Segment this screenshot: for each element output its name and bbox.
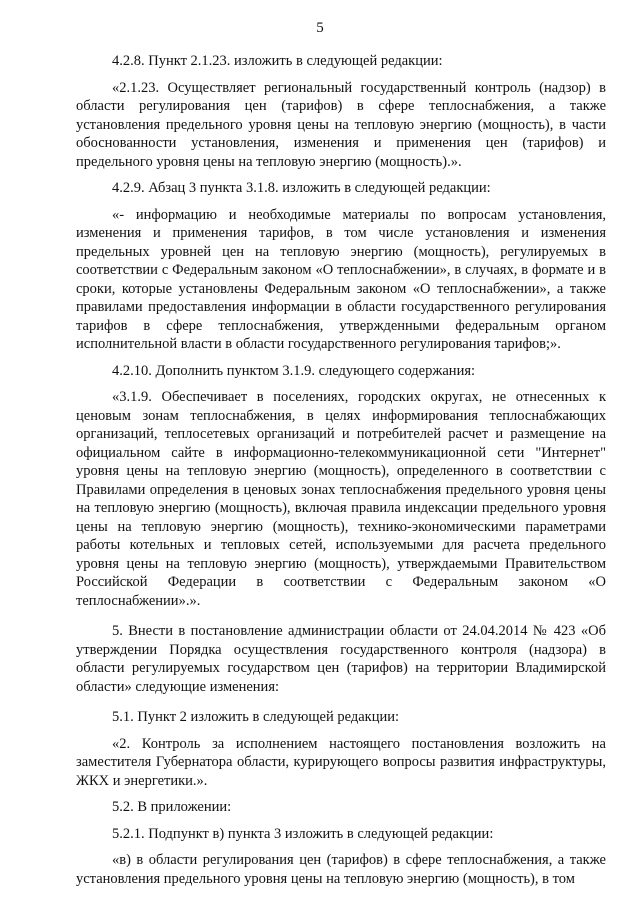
paragraph-4-2-9-heading: 4.2.9. Абзац 3 пункта 3.1.8. изложить в следующей редакции: (112, 180, 491, 196)
paragraph-3-1-8-text: «- информацию и необходимые материалы по вопросам установления, изменения и применения тарифов, в том числе установления и изменения предельных уровней цен на тепловую энергию (мощность), регулируемых в соответствии с Федеральным законом «О теплоснабжении», в случаях, в формате и в сроки, которые установлены Федеральным законом «О теплоснабжении», а также правилами предоставления информации в области государственного регулирования тарифов в сфере теплоснабжения, утвержденными федеральным органом исполнительной власти в области государственного регулирования тарифов;». (76, 206, 606, 352)
paragraph-4-2-10-heading: 4.2.10. Дополнить пунктом 3.1.9. следующего содержания: (112, 362, 476, 379)
paragraph-5-text: 5. Внести в постановление администрации области от 24.04.2014 № 423 «Об утверждении Порядка осуществления государственного контроля (надзора) в области регулируемых государством цен (тарифов) на территории Владимирской области» следующие изменения: (76, 623, 606, 695)
paragraph-2-control-text: «2. Контроль за исполнением настоящего постановления возложить на заместителя Губернатора области, курирующего вопросы развития инфраструктуры, ЖКХ и энергетики.». (76, 735, 606, 789)
paragraph-2-1-23-text: «2.1.23. Осуществляет региональный государственный контроль (надзор) в области регулирования цен (тарифов) в сфере теплоснабжения, а также установления предельного уровня цены на тепловую энергию (мощность), в части обоснованности установления, изменения и применения цен (тарифов) и предельного уровня цены на тепловую энергию (мощность).». (76, 79, 606, 170)
paragraph-5-2-1-heading: 5.2.1. Подпункт в) пункта 3 изложить в следующей редакции: (112, 825, 494, 842)
paragraph-4-2-8-heading: 4.2.8. Пункт 2.1.23. изложить в следующей редакции: (112, 53, 443, 69)
paragraph-3-1-9-text: «3.1.9. Обеспечивает в поселениях, городских округах, не отнесенных к ценовым зонам теплоснабжения, в целях информирования теплоснабжающих организаций, теплосетевых организаций и потребителей расчет и размещение на официальном сайте в информационно-телекоммуникационной сети "Интернет" уровня цены на тепловую энергию (мощность), определенного в соответствии с Правилами определения в ценовых зонах теплоснабжения предельного уровня цены на тепловую энергию (мощность), включая правила индексации предельного уровня цены на тепловую энергию (мощность), технико-экономическими параметрами работы котельных и тепловых сетей, используемыми для расчета предельного уровня цены на тепловую энергию (мощность), утверждаемыми Правительством Российской Федерации в соответствии с Федеральным законом «О теплоснабжении».». (76, 389, 606, 609)
page-number: 5 (316, 20, 324, 36)
document-body (76, 44, 606, 888)
paragraph-5-2-heading: 5.2. В приложении: (112, 799, 232, 815)
paragraph-3-v-text: «в) в области регулирования цен (тарифов) в сфере теплоснабжения, а также установления предельного уровня цены на тепловую энергию (мощность), в том (76, 852, 606, 887)
paragraph-5-1-heading: 5.1. Пункт 2 изложить в следующей редакции: (112, 709, 400, 725)
